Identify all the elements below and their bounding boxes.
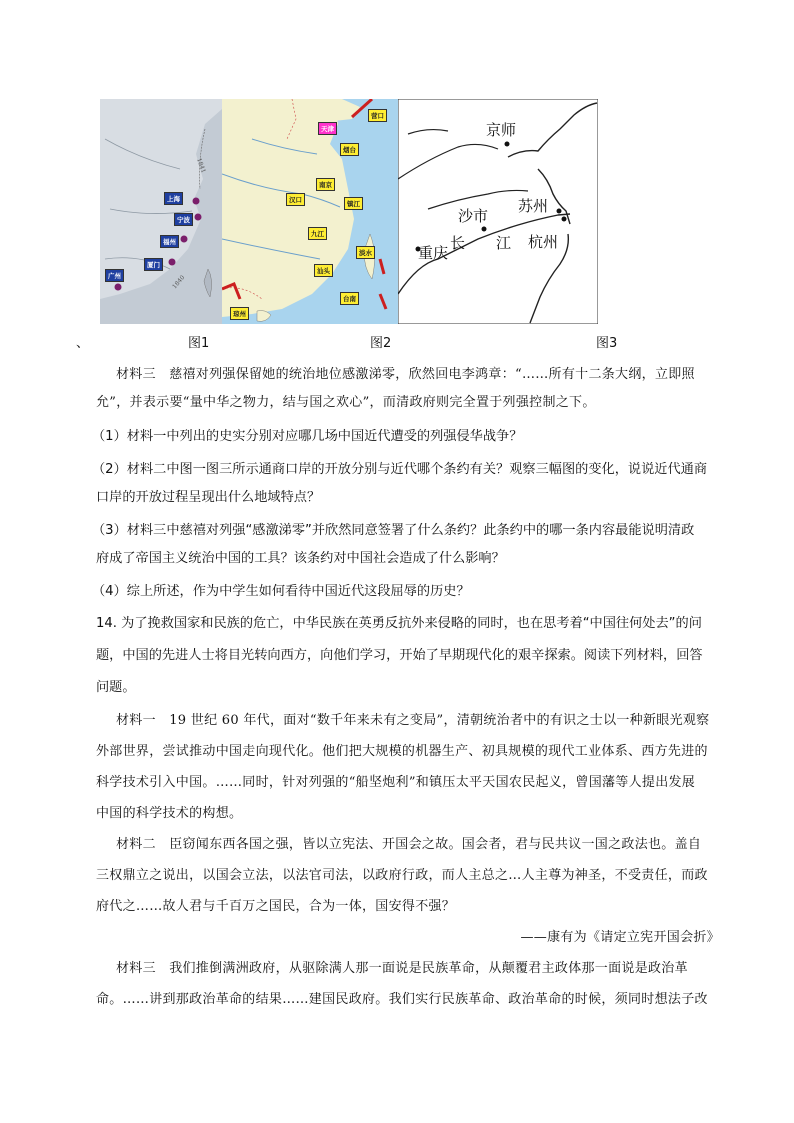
map1-port-dot — [115, 284, 122, 291]
map3-label-suzhou: 苏州 — [518, 197, 549, 215]
material2-source: ——康有为《请定立宪开国会折》 — [520, 930, 720, 945]
map1-port-label: 厦门 — [144, 258, 163, 271]
map2-port-label: 九江 — [308, 227, 327, 240]
map3-label-jiang: 江 — [496, 234, 512, 252]
material3b-line: 材料三 我们推倒满洲政府，从驱除满人那一面说是民族革命，从颠覆君主政体那一面说是政治革 — [116, 961, 688, 976]
material1-line: 中国的科学技术的构想。 — [96, 806, 243, 821]
map-fig2 — [222, 99, 398, 324]
map2-port-label: 营口 — [368, 109, 387, 122]
question-4: （4）综上所述，作为中学生如何看待中国近代这段屈辱的历史？ — [92, 584, 470, 599]
map1-port-label: 上海 — [164, 192, 183, 205]
map2-port-label: 南京 — [316, 178, 335, 191]
map3-label-jingshi: 京师 — [486, 121, 517, 139]
lead-mark: 、 — [76, 336, 90, 351]
map1-port-dot — [193, 198, 200, 205]
question-2: （2）材料二中图一图三所示通商口岸的开放分别与近代哪个条约有关？观察三幅图的变化，说说近代通商 — [92, 462, 708, 477]
map2-port-label: 台南 — [340, 292, 359, 305]
question-3: （3）材料三中慈禧对列强“感激涕零”并欣然同意签署了什么条约？此条约中的哪一条内容最能说明清政 — [92, 523, 695, 538]
map3-city-dot — [557, 209, 562, 214]
map1-port-dot — [195, 214, 202, 221]
map2-port-label: 烟台 — [340, 143, 359, 156]
map3-city-dot — [505, 142, 510, 147]
figure-caption-2: 图2 — [370, 336, 392, 351]
map1-port-label: 福州 — [160, 235, 179, 248]
material1-line: 材料一 19 世纪 60 年代，面对“数千年来未有之变局”，清朝统治者中的有识之士以一种新眼光观察 — [116, 713, 710, 728]
material2-line: 府代之……故人君与千百万之国民，合为一体，国安得不强？ — [96, 899, 456, 914]
material3-line: 材料三 慈禧对列强保留她的统治地位感激涕零，欣然回电李鸿章：“……所有十二条大纲，立即照 — [116, 367, 695, 382]
question-3-cont: 府成了帝国主义统治中国的工具？该条约对中国社会造成了什么影响？ — [96, 551, 505, 566]
figure-caption-3: 图3 — [596, 336, 618, 351]
material3-line: 允”，并表示要“量中华之物力，结与国之欢心”，而清政府则完全置于列强控制之下。 — [96, 395, 596, 410]
map2-port-label: 镇江 — [344, 197, 363, 210]
map2-port-label: 琼州 — [230, 307, 249, 320]
map2-port-label: 汉口 — [286, 193, 305, 206]
figure-caption-1: 图1 — [188, 336, 210, 351]
question-14-cont: 问题。 — [96, 680, 136, 695]
material1-line: 外部世界，尝试推动中国走向现代化。他们把大规模的机器生产、初具规模的现代工业体系、西方先进的 — [96, 744, 708, 759]
map1-port-dot — [169, 259, 176, 266]
material2-line: 材料二 臣窃闻东西各国之强，皆以立宪法、开国会之故。国会者，君与民共议一国之政法也。盖自 — [116, 837, 702, 852]
figure-strip — [100, 99, 598, 324]
map3-city-dot — [482, 227, 487, 232]
map1-port-label: 广州 — [105, 269, 124, 282]
map-fig1 — [100, 99, 222, 324]
map1-port-label: 宁波 — [174, 213, 193, 226]
map3-label-chongqing: 重庆 — [418, 244, 449, 262]
question-14-cont: 题，中国的先进人士将目光转向西方，向他们学习，开始了早期现代化的艰辛探索。阅读下列材料，回答 — [96, 648, 703, 663]
question-1: （1）材料一中列出的史实分别对应哪几场中国近代遭受的列强侵华战争？ — [92, 429, 523, 444]
question-2-cont: 口岸的开放过程呈现出什么地域特点？ — [96, 490, 321, 505]
map3-label-hangzhou: 杭州 — [528, 233, 559, 251]
map2-port-label: 汕头 — [314, 264, 333, 277]
map2-port-label: 天津 — [318, 122, 337, 135]
map1-port-dot — [181, 236, 188, 243]
map2-port-label: 淡水 — [356, 246, 375, 259]
material2-line: 三权鼎立之说出，以国会立法，以法官司法，以政府行政，而人主总之…人主尊为神圣，不受责任，而政 — [96, 868, 708, 883]
map3-city-dot — [562, 217, 567, 222]
map1-year-2: 1840 — [171, 274, 187, 291]
map3-label-chang: 长 — [450, 234, 466, 252]
question-14: 14. 为了挽救国家和民族的危亡，中华民族在英勇反抗外来侵略的同时，也在思考着“中国往何处去”的问 — [96, 616, 702, 631]
material3b-line: 命。……讲到那政治革命的结果……建国民政府。我们实行民族革命、政治革命的时候，须同时想法子改 — [96, 992, 708, 1007]
map1-year-1: 1841 — [195, 157, 207, 175]
map3-label-shashi: 沙市 — [458, 207, 489, 225]
material1-line: 科学技术引入中国。……同时，针对列强的“船坚炮利”和镇压太平天国农民起义，曾国藩等人提出发展 — [96, 775, 696, 790]
